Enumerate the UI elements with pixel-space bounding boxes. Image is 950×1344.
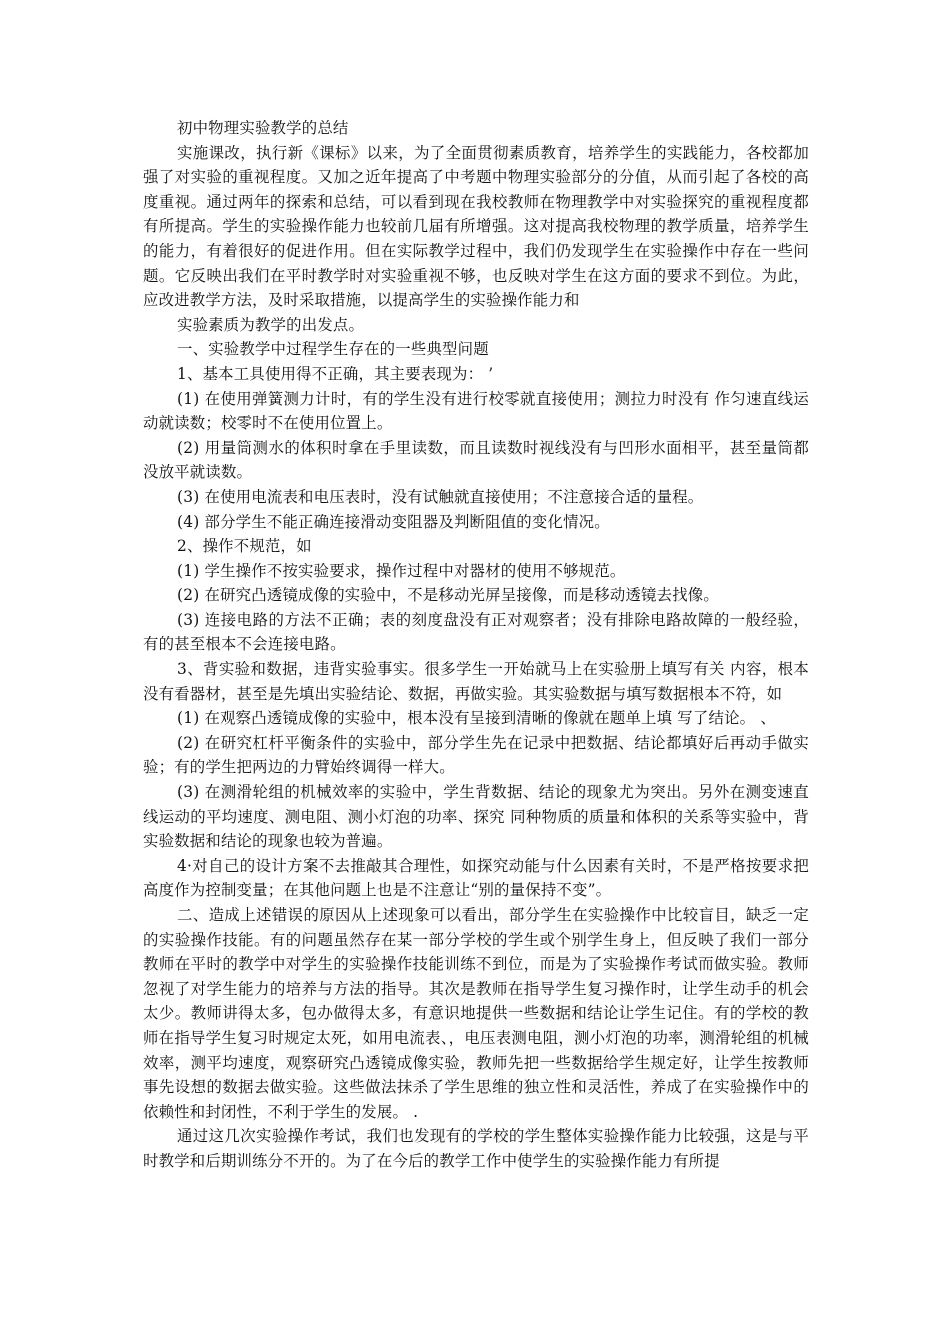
list-item: (2) 用量筒测水的体积时拿在手里读数，而且读数时视线没有与凹形水面相平，甚至量筒都没放平就读数。 (143, 438, 809, 482)
list-item: (3) 在测滑轮组的机械效率的实验中，学生背数据、结论的现象尤为突出。另外在测变速直线运动的平均速度、测电阻、测小灯泡的功率、探究 同种物质的质量和体积的关系等实验中，背实验数据和结论的现象也较为普遍。 (143, 783, 809, 851)
paragraph-intro-continued: 实验素质为教学的出发点。 (177, 315, 365, 334)
list-item: (2) 在研究杠杆平衡条件的实验中，部分学生先在记录中把数据、结论都填好后再动手做实验；有的学生把两边的力臂始终调得一样大。 (143, 733, 809, 777)
subheading-1: 1、基本工具使用得不正确，其主要表现为： ’ (177, 364, 494, 383)
section-2-paragraph: 二、造成上述错误的原因从上述现象可以看出，部分学生在实验操作中比较盲目，缺乏一定的实验操作技能。有的问题虽然存在某一部分学校的学生或个别学生身上，但反映了我们一部分教师在平时的教学中对学生的实验操作技能训练不到位，而是为了实验操作考试而做实验。教师忽视了对学生能力的培养与方法的指导。其次是教师在指导学生复习操作时，让学生动手的机会太少。教师讲得太多，包办做得太多，有意识地提供一些数据和结论让学生记住。有的学校的教师在指导学生复习时规定太死，如用电流表、，电压表测电阻，测小灯泡的功率，测滑轮组的机械效率，测平均速度，观察研究凸透镜成像实验，教师先把一些数据给学生规定好，让学生按教师事先设想的数据去做实验。这些做法抹杀了学生思维的独立性和灵活性，养成了在实验操作中的依赖性和封闭性，不利于学生的发展。 . (143, 906, 809, 1121)
list-item: (1) 在观察凸透镜成像的实验中，根本没有呈接到清晰的像就在题单上填 写了结论。 、 (177, 709, 776, 728)
document-title: 初中物理实验教学的总结 (177, 119, 349, 137)
list-item: (1) 在使用弹簧测力计时，有的学生没有进行校零就直接使用；测拉力时没有 作匀速直线运动就读数；校零时不在使用位置上。 (143, 389, 809, 433)
list-item: (3) 在使用电流表和电压表时，没有试触就直接使用；不注意接合适的量程。 (177, 487, 704, 506)
paragraph-intro: 实施课改，执行新《课标》以来，为了全面贯彻素质教育，培养学生的实践能力，各校都加强了对实验的重视程度。又加之近年提高了中考题中物理实验部分的分值，从而引起了各校的高度重视。通过两年的探索和总结，可以看到现在我校教师在物理教学中对实验探究的重视程度都有所提高。学生的实验操作能力也较前几届有所增强。这对提高我校物理的教学质量，培养学生的能力，有着很好的促进作用。但在实际教学过程中，我们仍发现学生在实验操作中存在一些问题。它反映出我们在平时教学时对实验重视不够，也反映对学生在这方面的要求不到位。为此，应改进教学方法，及时采取措施，以提高学生的实验操作能力和 (143, 143, 809, 310)
closing-paragraph: 通过这几次实验操作考试，我们也发现有的学校的学生整体实验操作能力比较强，这是与平时教学和后期训练分不开的。为了在今后的教学工作中使学生的实验操作能力有所提 (143, 1127, 809, 1170)
section-heading-1: 一、实验教学中过程学生存在的一些典型问题 (177, 340, 489, 359)
subheading-2: 2、操作不规范，如 (177, 537, 312, 556)
document-body (143, 116, 809, 1174)
list-item: (4) 部分学生不能正确连接滑动变阻器及判断阻值的变化情况。 (177, 512, 610, 531)
subheading-3: 3、背实验和数据，违背实验事实。很多学生一开始就马上在实验册上填写有关 内容，根本没有看器材，甚至是先填出实验结论、数据，再做实验。其实验数据与填写数据根本不符，如 (143, 660, 809, 703)
subheading-4: 4·对自己的设计方案不去推敲其合理性，如探究动能与什么因素有关时，不是严格按要求把高度作为控制变量；在其他问题上也是不注意让“别的量保持不变”。 (143, 856, 809, 900)
list-item: (2) 在研究凸透镜成像的实验中，不是移动光屏呈接像，而是移动透镜去找像。 (177, 586, 719, 605)
list-item: (1) 学生操作不按实验要求，操作过程中对器材的使用不够规范。 (177, 561, 626, 580)
list-item: (3) 连接电路的方法不正确；表的刻度盘没有正对观察者；没有排除电路故障的一般经验，有的甚至根本不会连接电路。 (143, 610, 809, 654)
